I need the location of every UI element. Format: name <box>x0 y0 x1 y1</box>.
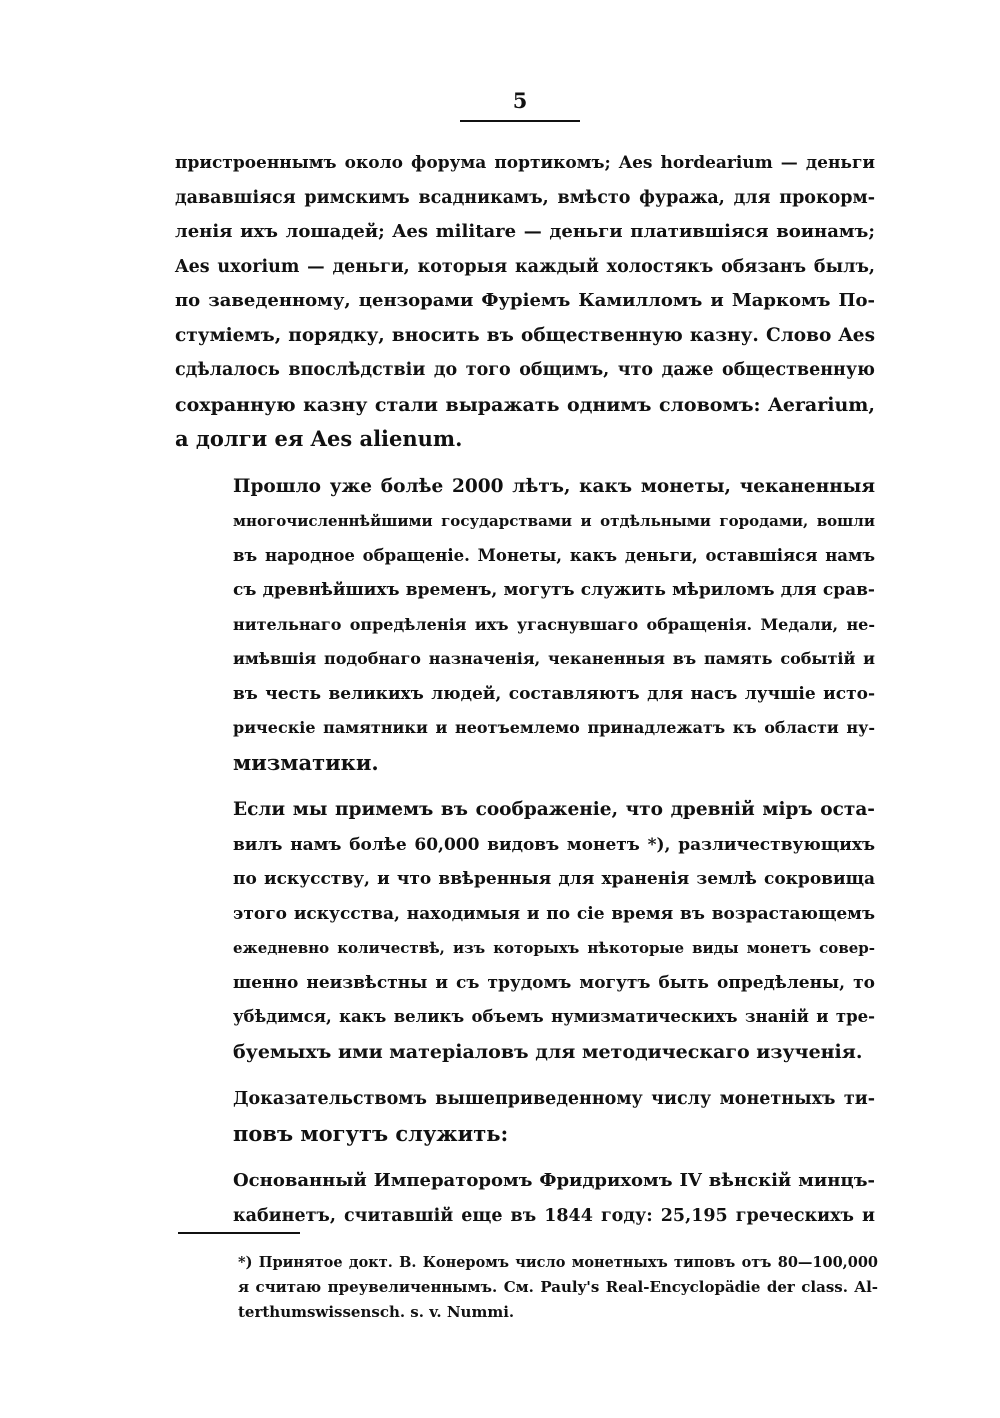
paragraph-evidence <box>175 1082 875 1151</box>
text-line: по заведенному, цензорами Фурiемъ Камилломъ и Маркомъ По- <box>175 290 875 311</box>
text-line: Прошло уже болѣе 2000 лѣтъ, какъ монеты, чеканенныя <box>233 475 875 497</box>
text-line: этого искусства, находимыя и по сiе время въ возрастающемъ <box>233 903 875 924</box>
text-line: а долги ея Aes alienum. <box>175 426 463 451</box>
text-line: ленiя ихъ лошадей; Aes militare — деньги платившiяся воинамъ; <box>175 221 875 242</box>
text-line: Aes uxorium — деньги, которыя каждый холостякъ обязанъ былъ, <box>175 256 875 277</box>
header-rule <box>460 120 580 122</box>
text-line: шенно неизвѣстны и съ трудомъ могутъ быть опредѣлены, то <box>233 972 875 993</box>
text-line: Если мы примемъ въ соображенiе, что древнiй мiръ оста- <box>233 799 875 820</box>
text-line: Доказательствомъ вышеприведенному числу монетныхъ ти- <box>233 1089 875 1109</box>
text-line: въ честь великихъ людей, составляютъ для насъ лучшiе истo- <box>233 683 875 704</box>
text-line: съ древнѣйшихъ временъ, могутъ служить мѣриломъ для срав- <box>233 580 875 600</box>
text-line: нительнаго опредѣленiя ихъ угаснувшаго обращенiя. Медали, не- <box>233 614 875 634</box>
text-line: повъ могутъ служить: <box>233 1120 509 1146</box>
text-line: мизматики. <box>233 749 379 775</box>
page-number: 5 <box>512 88 528 113</box>
footnote-line: я считаю преувеличеннымъ. См. Pauly's Real-Encyclopädie der class. Al- <box>238 1278 878 1296</box>
footnote-line: terthumswissensch. s. v. Nummi. <box>238 1303 515 1321</box>
paragraph-aes-terms <box>175 146 875 457</box>
footnote-rule <box>178 1232 300 1234</box>
body-text <box>175 146 875 1233</box>
text-line: рическiе памятники и неотъемлемо принадлежатъ къ области ну- <box>233 718 875 737</box>
paragraph-coins-history <box>175 470 875 781</box>
text-line: въ народное обращенiе. Монеты, какъ деньги, оставшiяся намъ <box>233 545 875 565</box>
text-line: многочисленнѣйшими государствами и отдѣльными городами, вошли <box>233 512 875 530</box>
text-line: сохранную казну стали выражать однимъ словомъ: Aerarium, <box>175 393 875 416</box>
text-line: буемыхъ ими матерiаловъ для методическаго изученiя. <box>233 1040 863 1063</box>
text-line: дававшiяся римскимъ всадникамъ, вмѣсто фуража, для прокорм- <box>175 187 875 208</box>
text-line: вилъ намъ болѣе 60,000 видовъ монетъ *), различествующихъ <box>233 834 875 855</box>
text-line: ежедневно количествѣ, изъ которыхъ нѣкоторые виды монетъ совер- <box>233 939 875 957</box>
text-line: имѣвшiя подобнаго назначенiя, чеканенныя въ память событiй и <box>233 649 875 668</box>
text-line: убѣдимся, какъ великъ объемъ нумизматическихъ знанiй и тре- <box>233 1007 875 1026</box>
text-line: стумiемъ, порядку, вносить въ общественную казну. Слово Aes <box>175 324 875 346</box>
paragraph-ancient-world <box>175 793 875 1069</box>
text-line: сдѣлалось впослѣдствiи до того общимъ, что даже общественную <box>175 360 875 380</box>
text-line: пристроеннымъ около форума портикомъ; Aes hordearium — деньги <box>175 153 875 173</box>
footnote-line: *) Принятое докт. В. Конеромъ число монетныхъ типовъ отъ 80—100,000 <box>238 1254 878 1271</box>
text-line: по искусству, и что ввѣренныя для храненiя землѣ сокровища <box>233 869 875 889</box>
text-line: кабинетъ, считавшiй еще въ 1844 году: 25,195 греческихъ и <box>233 1205 875 1226</box>
paragraph-vienna-cabinet <box>175 1164 875 1233</box>
text-line: Основанный Императоромъ Фридрихомъ IV вѣнскiй минцъ- <box>233 1170 875 1191</box>
footnote <box>238 1250 878 1325</box>
